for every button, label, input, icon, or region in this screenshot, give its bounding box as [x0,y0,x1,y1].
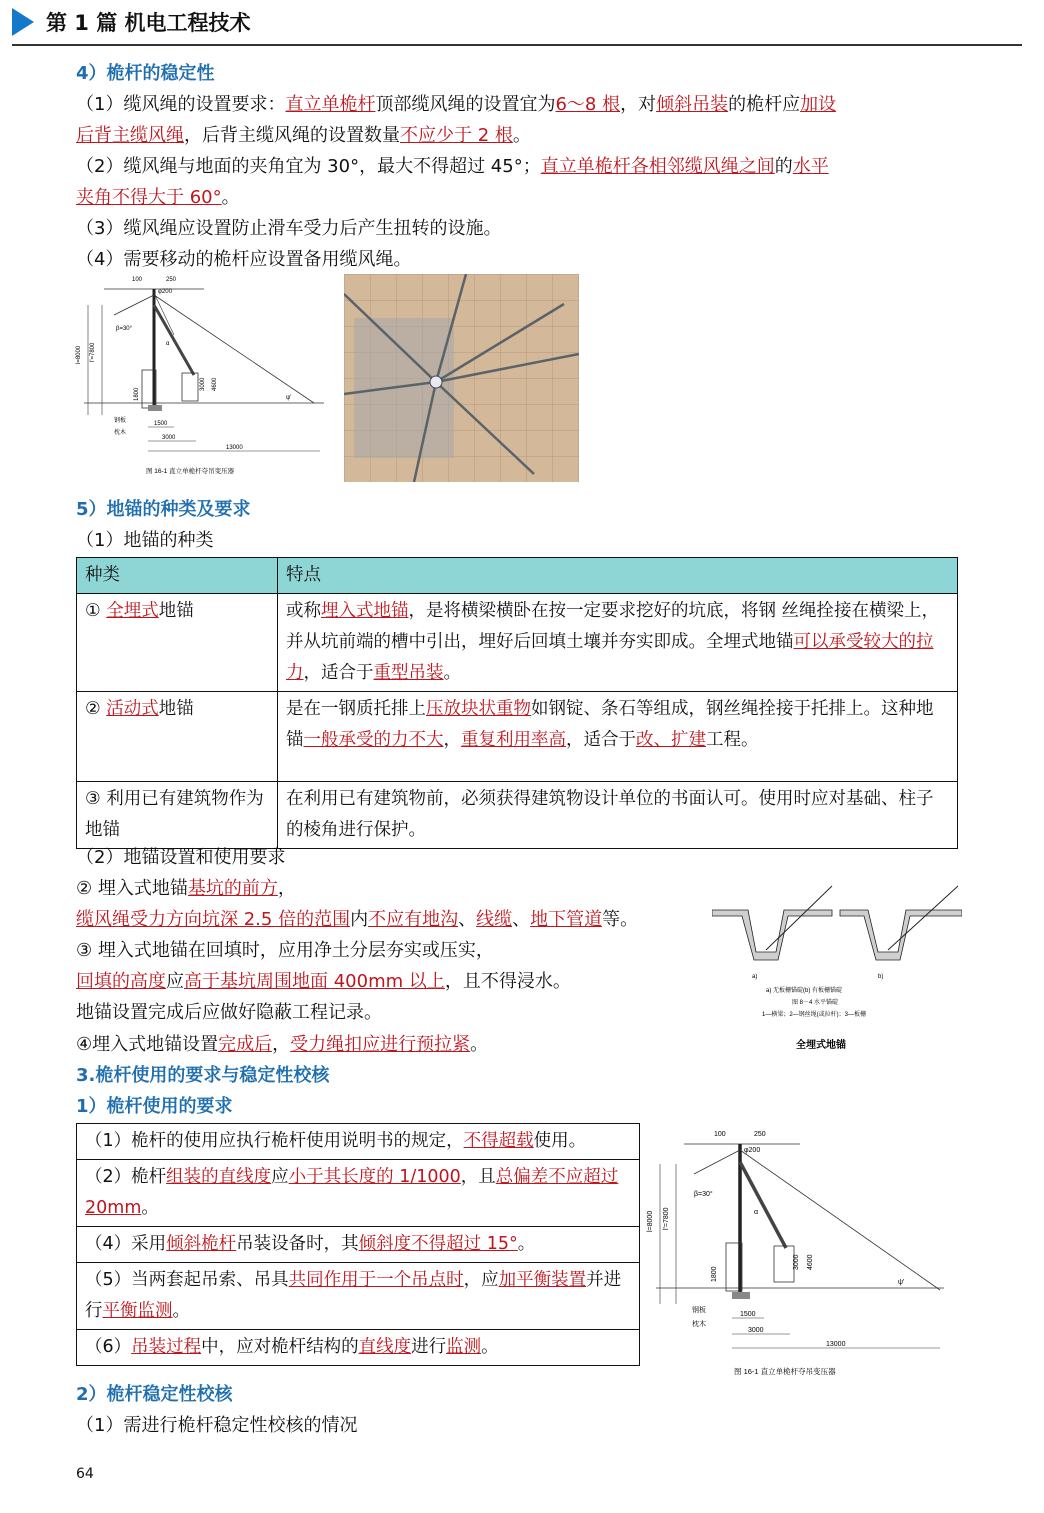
table-row [77,782,958,849]
subheading: （2）地锚设置和使用要求 [76,847,286,868]
dim-3000-b: 3000 [748,1327,764,1334]
para-line: ④埋入式地锚设置完成后，受力绳扣应进行预拉紧。 [76,1034,489,1055]
para-line: （2）缆风绳与地面的夹角宜为 30°，最大不得超过 45°；直立单桅杆各相邻缆风绳之间的水平 [76,156,829,177]
page-title: 第 1 篇 机电工程技术 [46,11,251,35]
dim-13000: 13000 [226,445,243,451]
requirement-cell: （6）吊装过程中，应对桅杆结构的直线度进行监测。 [77,1330,640,1366]
subheading: （1）地锚的种类 [76,530,214,551]
table-header-type: 种类 [77,558,278,594]
table-cell-feature: 是在一钢质托排上压放块状重物如钢锭、条石等组成，钢丝绳拴接于托排上。这种地锚一般承受的力不大，重复利用率高，适合于改、扩建工程。 [278,692,958,782]
dim-1500: 1500 [154,421,168,427]
label-steel-plate: 钢板 [114,418,127,424]
table-cell-feature: 或称埋入式地锚，是将横梁横卧在按一定要求挖好的坑底，将钢 丝绳拴接在横梁上，并从坑前端的槽中引出，埋好后回填土壤并夯实即成。全埋式地锚可以承受较大的拉力，适合于重型吊装。 [278,594,958,692]
dim-7800: l'=7800 [663,1207,670,1230]
requirement-cell: （5）当两套起吊索、吊具共同作用于一个吊点时，应加平衡装置并进行平衡监测。 [77,1263,640,1330]
requirement-cell: （4）采用倾斜桅杆吊装设备时，其倾斜度不得超过 15°。 [77,1227,640,1263]
fig-caption-3: 1—横梁；2—钢丝绳(或拉杆)；3—板栅 [762,1012,867,1018]
dim-1500: 1500 [740,1311,756,1318]
section-title-stability: 4）桅杆的稳定性 [76,63,215,84]
section-subtitle-requirements: 1）桅杆使用的要求 [76,1096,233,1117]
table-row [77,1160,640,1227]
requirement-cell: （1）桅杆的使用应执行桅杆使用说明书的规定，不得超载使用。 [77,1124,640,1160]
angle-alpha: α [166,341,170,347]
dim-250: 250 [166,277,177,283]
section-title-ground-anchor: 5）地锚的种类及要求 [76,499,251,520]
mast-diagram-figure [74,275,336,481]
label-a: a) [752,974,758,980]
dim-3000-b: 3000 [162,435,176,441]
subheading: （1）需进行桅杆稳定性校核的情况 [76,1415,358,1436]
table-row [77,1263,640,1330]
para-line: 后背主缆风绳，后背主缆风绳的设置数量不应少于 2 根。 [76,125,531,146]
para-line: 夹角不得大于 60°。 [76,187,240,208]
label-sleeper: 枕木 [114,430,127,436]
dim-4600: 4600 [212,377,218,391]
dim-200: φ200 [158,289,172,295]
dim-200: φ200 [744,1147,761,1154]
para-line: 回填的高度应高于基坑周围地面 400mm 以上，且不得浸水。 [76,971,571,992]
fig-caption-1: a) 无板栅锚碇(b) 有板栅锚碇 [766,988,843,994]
para-line: 缆风绳受力方向坑深 2.5 倍的范围内不应有地沟、线缆、地下管道等。 [76,909,639,930]
header-triangle-icon [12,8,34,36]
table-row [77,692,958,782]
table-row [77,1330,640,1366]
label-steel-plate: 钢板 [692,1307,706,1314]
dim-100: 100 [714,1131,726,1138]
angle-beta: β=30° [116,326,133,332]
buried-anchor-figure [712,880,962,1058]
para-line: ③ 埋入式地锚在回填时，应用净土分层夯实或压实， [76,940,494,961]
dim-3000: 3000 [793,1254,800,1270]
dim-250: 250 [754,1131,766,1138]
para-line: （1）缆风绳的设置要求：直立单桅杆顶部缆风绳的设置宜为6～8 根，对倾斜吊装的桅杆应加设 [76,94,837,115]
para-line: （3）缆风绳应设置防止滑车受力后产生扭转的设施。 [76,218,502,239]
para-line: （4）需要移动的桅杆应设置备用缆风绳。 [76,249,412,270]
dim-100: 100 [132,277,143,283]
page-header [0,0,1044,48]
dim-3000: 3000 [200,377,206,391]
angle-psi: ψ' [286,395,292,401]
dim-1800: 1800 [134,387,140,401]
guy-rope-photo [344,274,579,482]
table-cell-type: ③ 利用已有建筑物作为地锚 [77,782,278,849]
requirement-cell: （2）桅杆组装的直线度应小于其长度的 1/1000，且总偏差不应超过 20mm。 [77,1160,640,1227]
figure-caption: 图 16-1 直立单桅杆夺吊变压器 [146,468,235,475]
table-cell-feature: 在利用已有建筑物前，必须获得建筑物设计单位的书面认可。使用时应对基础、柱子的棱角进行保护。 [278,782,958,849]
table-row [77,1227,640,1263]
table-header-feature: 特点 [278,558,958,594]
page-number: 64 [76,1466,94,1482]
fig-caption-4: 全埋式地锚 [796,1040,846,1051]
header-divider [12,44,1022,46]
para-line: 地锚设置完成后应做好隐蔽工程记录。 [76,1002,382,1023]
anchor-types-table [76,557,958,849]
section-title-mast-usage: 3.桅杆使用的要求与稳定性校核 [76,1065,330,1086]
dim-8000: l=8000 [76,345,82,364]
label-sleeper: 枕木 [692,1321,706,1328]
table-header-row [77,558,958,594]
mast-requirements-table [76,1123,640,1366]
figure-caption: 图 16-1 直立单桅杆夺吊变压器 [734,1367,836,1376]
table-cell-type: ① 全埋式地锚 [77,594,278,692]
dim-1800: 1800 [711,1266,718,1282]
section-title-stability-check: 2）桅杆稳定性校核 [76,1384,233,1405]
dim-8000: l=8000 [647,1210,654,1232]
fig-caption-2: 图 8－4 水平锚碇 [792,1000,839,1006]
dim-13000: 13000 [826,1341,846,1348]
label-b: b) [878,974,884,980]
angle-alpha: α [754,1209,759,1216]
angle-beta: β=30° [694,1191,713,1198]
angle-psi: ψ' [898,1279,905,1286]
mast-diagram-figure-2 [644,1128,960,1384]
table-row [77,1124,640,1160]
table-cell-type: ② 活动式地锚 [77,692,278,782]
para-line: ② 埋入式地锚基坑的前方， [76,878,296,899]
dim-4600: 4600 [807,1254,814,1270]
dim-7800: l'=7800 [90,342,96,362]
table-row [77,594,958,692]
